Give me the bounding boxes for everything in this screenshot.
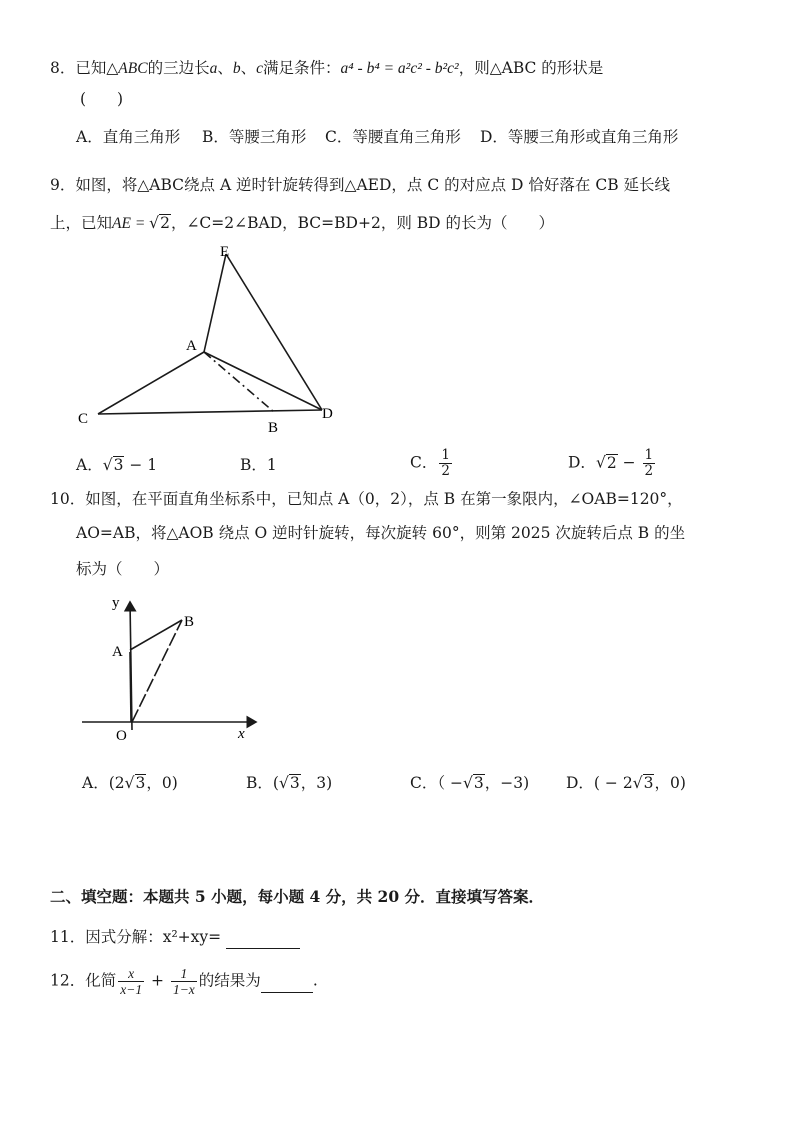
q9-opt-c-fraction [439, 448, 452, 479]
q10-opt-a-r: ，0) [146, 774, 178, 792]
line-ca [98, 352, 204, 414]
q8-sep2: 、 [240, 59, 257, 77]
q10-opt-b-l: B．( [246, 774, 279, 792]
q9-opt-d-label: D． [568, 453, 596, 472]
q8-var-b: b [232, 60, 241, 77]
label-y: y [112, 595, 120, 611]
q8-equation: a⁴ - b⁴ = a²c² - b²c² [340, 60, 459, 77]
q8-prefix: 8．已知△ [50, 59, 119, 77]
q9-opt-d-den: 2 [644, 463, 654, 479]
q12-f2-num: 1 [171, 966, 197, 982]
q10-coordinate-figure [78, 590, 278, 755]
q11-text: 11．因式分解：x²+xy= [50, 928, 227, 946]
label-c: C [78, 411, 89, 427]
q9-ae: AE = [112, 215, 150, 232]
label-b: B [184, 614, 195, 630]
q9-option-a: A．√3 − 1 [76, 456, 158, 474]
q8-option-c: C．等腰直角三角形 [325, 128, 461, 146]
q9-opt-d-sqrt: 2 [606, 453, 617, 472]
q10-opt-d-r: ，0) [654, 774, 686, 792]
q10-stem-line2: AO=AB，将△AOB 绕点 O 逆时针旋转，每次旋转 60°，则第 2025 次旋转后点 B 的坐 [76, 524, 686, 542]
line-ae [204, 254, 226, 352]
q10-option-a: A．(2√3，0) [82, 774, 178, 792]
q9-opt-c-label: C． [410, 453, 438, 472]
q8-option-d: D．等腰三角形或直角三角形 [480, 128, 679, 146]
q9-option-b: B．1 [240, 456, 277, 474]
label-d: D [322, 406, 333, 422]
q12-f2-den: 1−x [172, 982, 195, 997]
q9-option-d: D．√2 − $\frac{1}{2}$ [568, 447, 654, 479]
q9-line2-b: ，∠C=2∠BAD，BC=BD+2，则 BD 的长为（ ） [170, 214, 554, 232]
q12-suffix: 的结果为 [198, 971, 261, 990]
q9-option-c [410, 448, 454, 479]
label-o: O [116, 728, 127, 744]
q12-stem [50, 966, 318, 997]
q8-sep1: 、 [217, 59, 233, 77]
q12-prefix: 12．化简 [50, 971, 117, 990]
q10-opt-c-l: C．（ − [410, 774, 464, 792]
q10-opt-d-s: 3 [643, 774, 654, 792]
q12-end: . [312, 971, 318, 990]
q8-option-a: A．直角三角形 [76, 128, 181, 146]
q12-fraction-1 [118, 966, 144, 997]
q8-var-c: c [256, 60, 264, 77]
segment-oa [130, 652, 131, 722]
label-a: A [186, 338, 197, 354]
q9-sqrt-2: 2 [160, 214, 170, 232]
label-b: B [268, 420, 279, 436]
q8-var-a: a [209, 60, 218, 77]
q8-triangle: ABC [118, 60, 148, 77]
q10-opt-a-s: 3 [135, 774, 146, 792]
q11-stem [50, 926, 300, 949]
q9-line2-a: 上，已知 [50, 214, 113, 232]
q9-opt-a-sqrt: 3 [113, 456, 124, 474]
q10-option-d: D．( − 2√3，0) [566, 774, 686, 792]
section-2-heading: 二、填空题：本题共 5 小题，每小题 4 分，共 20 分．直接填写答案． [50, 887, 545, 906]
q10-opt-a-l: A．(2 [82, 774, 125, 792]
q12-f1-den: x−1 [120, 982, 143, 997]
q10-option-c: C．（ −√3，−3) [410, 774, 530, 792]
q10-opt-b-s: 3 [289, 774, 300, 792]
q9-stem-line2: 上，已知AE = √2，∠C=2∠BAD，BC=BD+2，则 BD 的长为（ ） [50, 214, 554, 232]
q8-suffix: ，则△ABC 的形状是 [458, 59, 604, 77]
q9-opt-a-rest: − 1 [124, 456, 158, 474]
q10-opt-c-s: 3 [473, 774, 484, 792]
q9-opt-d-num: 1 [644, 447, 654, 463]
q12-plus: + [146, 971, 169, 990]
q9-opt-c-num: 1 [441, 447, 450, 463]
q9-opt-c-den: 2 [441, 463, 450, 479]
q9-opt-d-fraction [643, 448, 656, 479]
q12-f1-num: x [118, 966, 144, 982]
q10-opt-b-r: ，3) [300, 774, 333, 792]
q8-mid1: 的三边长 [147, 59, 210, 77]
q11-answer-blank[interactable] [226, 926, 300, 949]
line-cd [98, 410, 322, 414]
label-x: x [238, 726, 245, 742]
label-a: A [112, 644, 123, 660]
q9-opt-d-mid: − [617, 453, 641, 472]
q10-opt-c-r: ，−3) [484, 774, 530, 792]
q9-stem-line1: 9．如图，将△ABC绕点 A 逆时针旋转得到△AED，点 C 的对应点 D 恰好落在 CB 延长线 [50, 176, 671, 194]
q8-mid2: 满足条件： [263, 59, 341, 77]
q8-option-b: B．等腰三角形 [202, 128, 307, 146]
q8-stem [50, 57, 603, 80]
q10-stem-line3: 标为（ ） [76, 560, 170, 578]
q10-stem-line1: 10．如图，在平面直角坐标系中，已知点 A（0，2），点 B 在第一象限内，∠OAB=120°， [50, 490, 683, 508]
q12-answer-blank[interactable] [261, 970, 313, 993]
q9-triangle-figure [70, 240, 350, 440]
q10-option-b: B．(√3，3) [246, 774, 333, 792]
q12-fraction-2 [171, 966, 197, 997]
q9-opt-a-label: A． [76, 456, 103, 474]
label-e: E [220, 244, 230, 260]
q10-opt-d-l: D．( − 2 [566, 774, 633, 792]
q8-answer-paren: ( ) [80, 90, 124, 108]
